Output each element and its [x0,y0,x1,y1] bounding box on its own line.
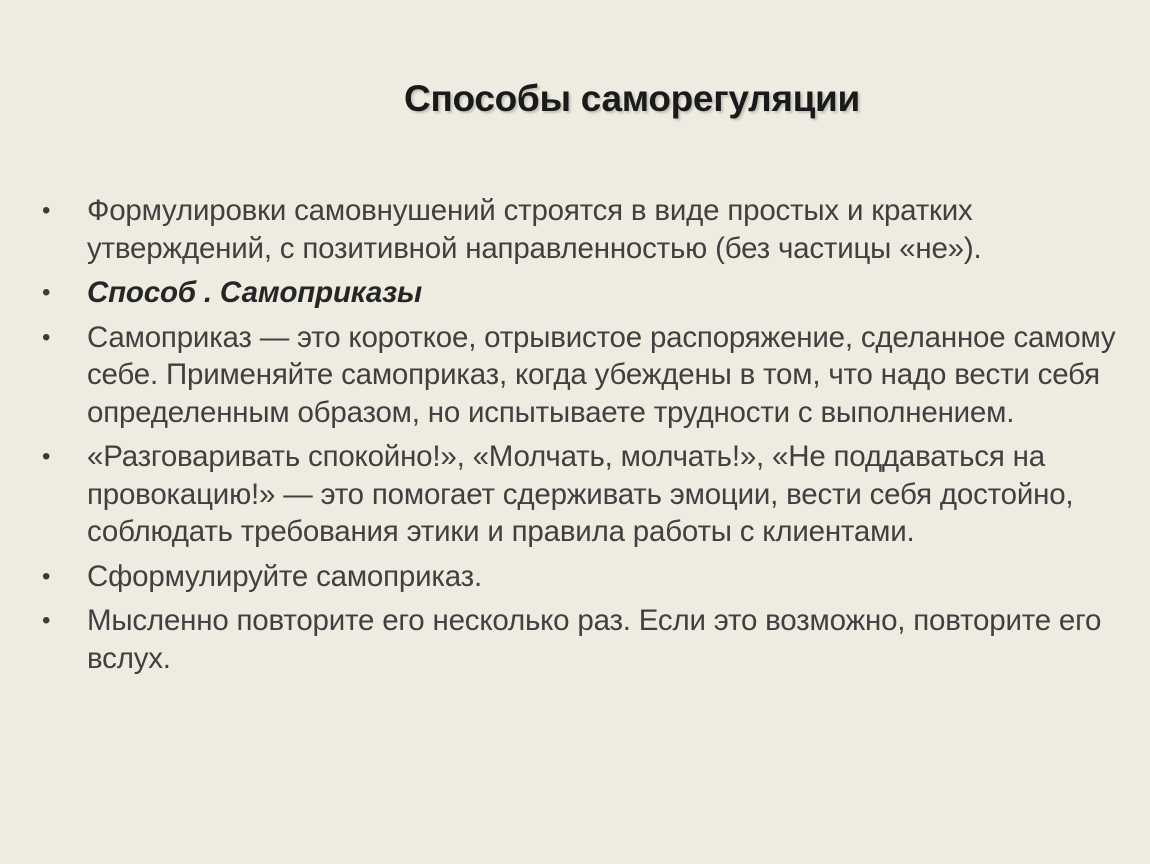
bullet-text: Самоприказ — это короткое, отрывистое распоряжение, сделанное самому себе. Применяйте самоприказ, когда убеждены в том, что надо вести себя определенным образом, но испытываете трудности с выполнением. [87,320,1116,429]
bullet-text: Мысленно повторите его несколько раз. Если это возможно, повторите его вслух. [87,604,1102,675]
bullet-item [42,602,1127,677]
bullet-text: «Разговаривать спокойно!», «Молчать, молчать!», «Не поддаваться на провокацию!» — это помогает сдерживать эмоции, вести себя достойно, соблюдать требования этики и правила работы с клиентами. [87,440,1074,548]
bullet-text: Способ . Самоприказы [87,276,422,309]
bullet-dot-icon: • [42,197,51,224]
bullet-item [42,319,1127,432]
bullet-item [42,438,1127,551]
bullet-list [42,192,1127,684]
bullet-item [42,558,1127,596]
bullet-dot-icon: • [42,323,51,351]
bullet-dot-icon: • [42,562,51,590]
bullet-dot-icon: • [42,607,51,634]
bullet-dot-icon: • [42,279,51,306]
bullet-text: Формулировки самовнушений строятся в виде простых и кратких утверждений, с позитивной направленностью (без частицы «не»). [87,194,982,265]
slide-title: Способы саморегуляции [404,78,860,119]
bullet-item-heading [42,274,1127,312]
bullet-item [42,192,1127,267]
bullet-dot-icon: • [42,443,51,470]
bullet-text: Сформулируйте самоприказ. [87,559,482,593]
